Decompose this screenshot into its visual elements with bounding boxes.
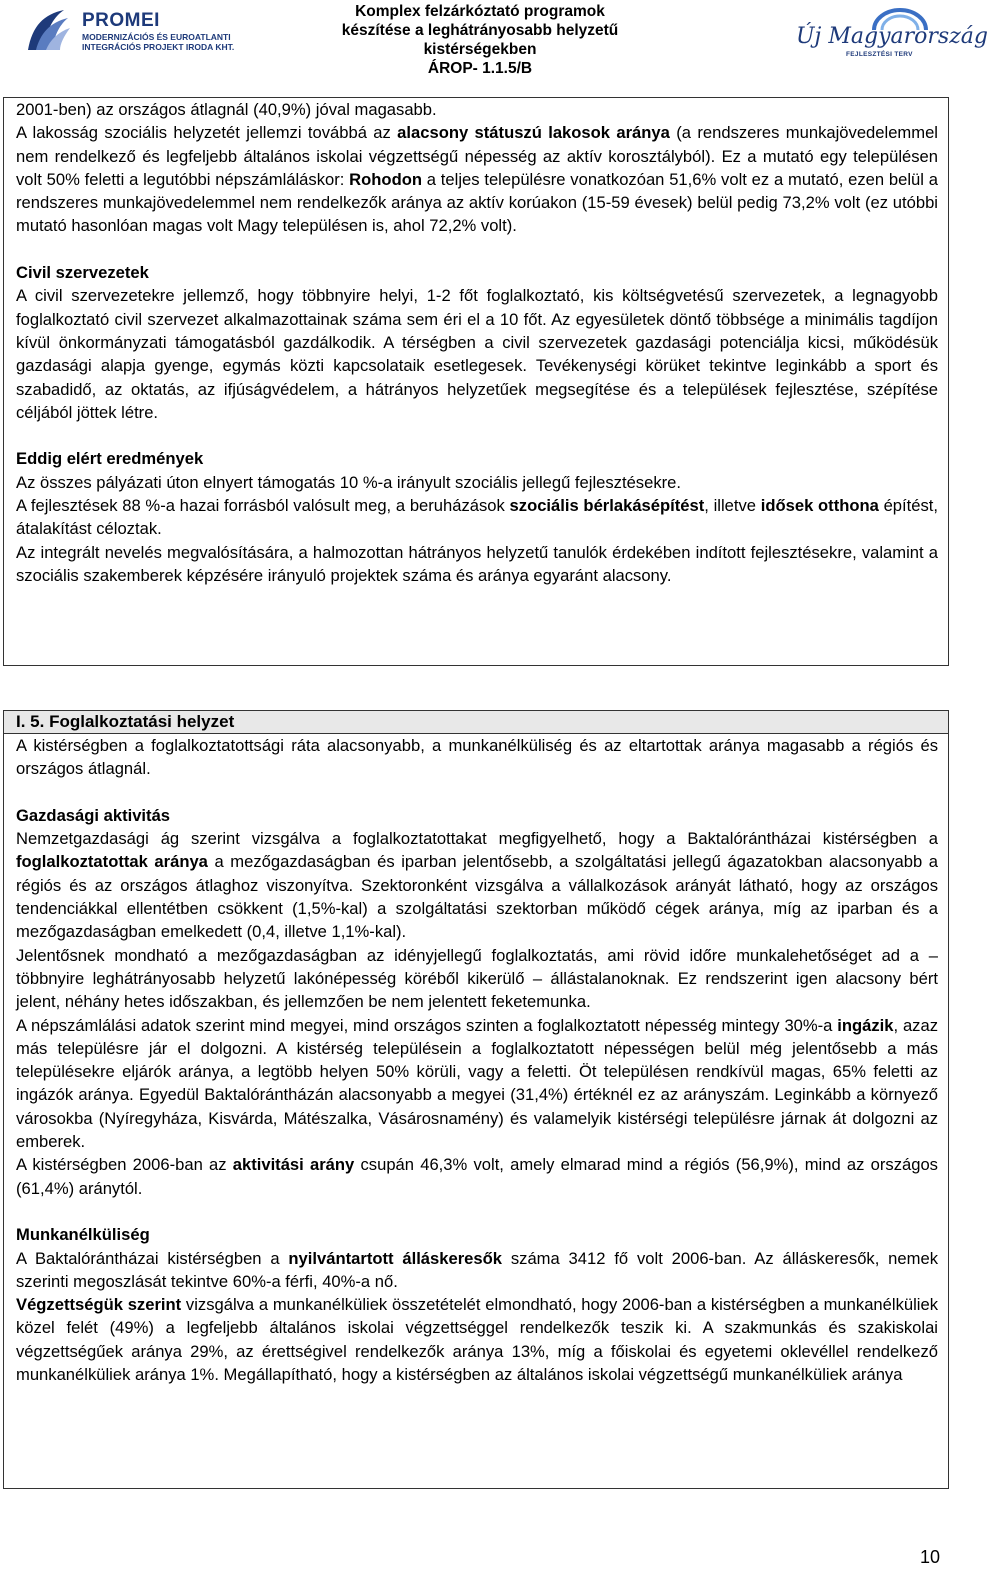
- promei-emblem-icon: [22, 6, 72, 56]
- paragraph: A civil szervezetekre jellemző, hogy többnyire helyi, 1-2 főt foglalkoztató, kis költségvetésű szervezetek, a legnagyobb foglalkoztató civil szervezet alkalmazottainak száma sem éri el a 10 főt. Az egyesületek döntő többsége a minimális tagdíjon kívül önkormányzati támogatásból gazdálkodik. A térségben a civil szervezetek gazdasági potenciálja kicsi, működésük gazdasági alapja gyenge, egymás közti kapcsolataik esetlegesek. Tevékenységi körüket tekintve leginkább a sport és szabadidő, az oktatás, az ifjúságvédelem, a hátrányos helyzetűek megsegítése és a települések fejlesztése, szépítése céljából jöttek létre.: [16, 286, 938, 422]
- page-number: 10: [919, 1547, 940, 1567]
- section-employment-box: [3, 710, 949, 1489]
- paragraph: A népszámlálási adatok szerint mind megyei, mind országos szinten a foglalkoztatott népesség mintegy 30%-a ingázik, azaz más településre jár el dolgozni. A kistérség településein a foglalkoztatott népességen belül még jelentősebb a más településekre eljárók aránya, a legtöbb helyen 50% körüli, vagy a feletti. Öt településen rendkívül magas, 65% feletti az ingázók aránya. Egyedül Baktalórántházán alacsonyabb a megyei (31,4%) értéknél ez az arányszám. Leginkább a környező városokba (Nyíregyháza, Kisvárda, Mátészalka, Vásárosnamény) és valamelyik kistérségi településre járnak át dolgozni az emberek.: [16, 1015, 938, 1152]
- civil-heading: Civil szervezetek: [16, 263, 149, 283]
- uj-magyarorszag-tagline: FEJLESZTÉSI TERV: [846, 51, 913, 58]
- promei-subtitle: MODERNIZÁCIÓS ÉS EUROATLANTI INTEGRÁCIÓS PROJEKT IRODA KHT.: [82, 32, 235, 52]
- unemployment-heading: Munkanélküliség: [16, 1225, 150, 1245]
- results-heading: Eddig elért eredmények: [16, 449, 204, 469]
- promei-brand: PROMEI: [82, 10, 160, 31]
- paragraph: A kistérségben 2006-ban az aktivitási arány csupán 46,3% volt, amely elmarad mind a régiós (56,9%), mind az országos (61,4%) aránytól.: [16, 1155, 938, 1198]
- paragraph: Végzettségük szerint vizsgálva a munkanélküliek összetételét elmondható, hogy 2006-ban a kistérségben a munkanélküliek közel felét (49%) a legfeljebb általános iskolai végzettséggel rendelkezők teszik ki. A szakmunkás és szakiskolai végzettségűek aránya 29%, az érettségivel rendelkezők aránya 13%, míg a főiskolai és egyetemi oklevéllel rendelkező munkanélküliek aránya 1%. Megállapítható, hogy a kistérségben az általános iskolai végzettségű munkanélküliek aránya: [16, 1295, 938, 1385]
- paragraph: Jelentősnek mondható a mezőgazdaságban az idényjellegű foglalkoztatás, ami rövid időre munkalehetőséget ad a – többnyire leghátrányosabb helyzetű lakónépesség köréből kikerülő – állástalanoknak. Ez rendszerint igen alacsony bért jelent, néhány hetes időszakban, és jellemzően be nem jelentett feketemunka.: [16, 945, 938, 1012]
- uj-magyarorszag-wordmark: Új Magyarország: [796, 24, 988, 49]
- section-title: I. 5. Foglalkoztatási helyzet: [4, 711, 948, 734]
- paragraph: 2001-ben) az országos átlagnál (40,9%) jóval magasabb.: [16, 100, 437, 119]
- program-title: Komplex felzárkóztató programok készítése a leghátrányosabb helyzetű kistérségekben ÁROP- 1.1.5/B: [341, 3, 619, 77]
- paragraph: A lakosság szociális helyzetét jellemzi továbbá az alacsony státuszú lakosok aránya (a rendszeres munkajövedelemmel nem rendelkező és legfeljebb általános iskolai végzettségű népesség az aktív korosztályból). Ez a mutató egy településen volt 50% feletti a legutóbbi népszámláláskor: Rohodon a teljes településre vonatkozóan 51,6% volt ez a mutató, ezen belül a rendszeres munkajövedelemmel nem rendelkezők aránya az aktív korúakon (15-59 évesek) belül pedig 73,2% volt (ez utóbbi mutató hasonlóan magas volt Magy településen is, ahol 72,2% volt).: [16, 123, 938, 236]
- paragraph: Az összes pályázati úton elnyert támogatás 10 %-a irányult szociális jellegű fejlesztésekre.: [16, 472, 681, 492]
- paragraph: A Baktalórántházai kistérségben a nyilvántartott álláskeresők száma 3412 fő volt 2006-ban. Az álláskeresők, nemek szerinti megoszlását tekintve 60%-a férfi, 40%-a nő.: [16, 1248, 938, 1291]
- paragraph: A fejlesztések 88 %-a hazai forrásból valósult meg, a beruházások szociális bérlakásépítést, illetve idősek otthona építést, átalakítást céloztak.: [16, 496, 938, 539]
- promei-logo: [22, 6, 262, 56]
- paragraph: Az integrált nevelés megvalósítására, a halmozottan hátrányos helyzetű tanulók érdekében indított fejlesztésekre, valamint a szociális szakemberek képzésére irányuló projektek száma és aránya egyaránt alacsony.: [16, 542, 938, 585]
- paragraph: Nemzetgazdasági ág szerint vizsgálva a foglalkoztatottakat megfigyelhető, hogy a Baktalórántházai kistérségben a foglalkoztatottak aránya a mezőgazdaságban és iparban jelentősebb, a szolgáltatási jellegű ágazatokban alacsonyabb a régiós és az országos átlaghoz viszonyítva. Szektoronként vizsgálva a vállalkozások arányát látható, hogy az országos tendenciákkal ellentétben csökkent (1,5%-kal) a szolgáltatási szektorban működő cégek aránya, míg az iparban és a mezőgazdaságban emelkedett (0,4, illetve 1,1%-kal).: [16, 829, 939, 942]
- section-social-box: [3, 97, 949, 666]
- econ-heading: Gazdasági aktivitás: [16, 805, 171, 825]
- uj-magyarorszag-logo: [790, 6, 988, 66]
- paragraph: A kistérségben a foglalkoztatottsági ráta alacsonyabb, a munkanélküliség és az eltartottak aránya magasabb a régiós és országos átlagnál.: [16, 736, 938, 779]
- page-header: [0, 0, 988, 90]
